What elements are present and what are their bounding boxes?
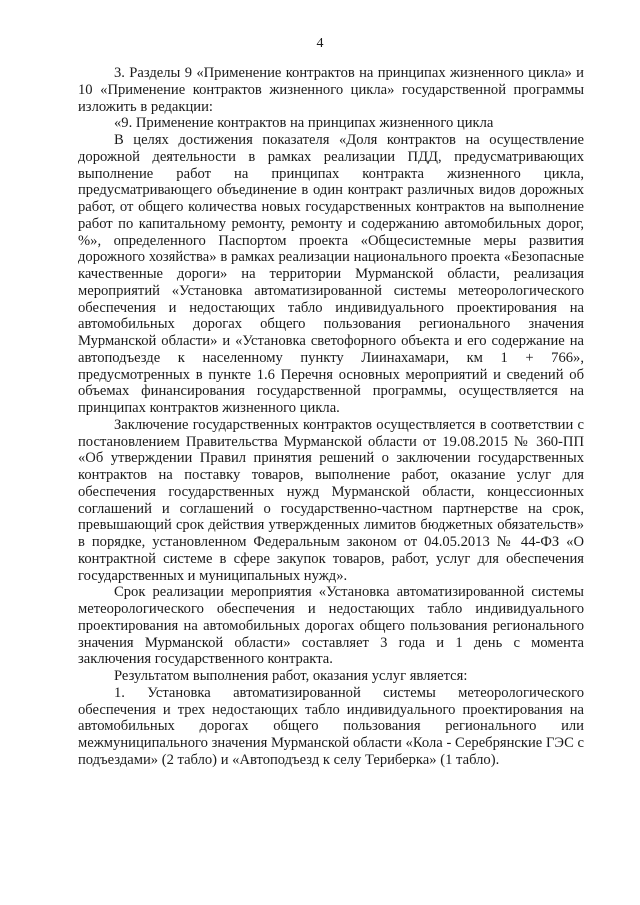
- page-number: 4: [316, 36, 324, 51]
- paragraph-amendment-intro: 3. Разделы 9 «Применение контрактов на принципах жизненного цикла» и 10 «Применение контрактов жизненного цикла» государственной программы изложить в редакции:: [78, 65, 584, 115]
- paragraph-indicator: В целях достижения показателя «Доля контрактов на осуществление дорожной деятельности в рамках реализации ПДД, предусматривающих выполнение работ на принципах контракта жизненного цикла, предусматривающего объединение в один контракт различных видов дорожных работ, от общего количества новых государственных контрактов на выполнение работ по капитальному ремонту, ремонту и содержанию автомобильных дорог, %», определенного Паспортом проекта «Общесистемные меры развития дорожного хозяйства» в рамках реализации национального проекта «Безопасные качественные дороги» на территории Мурманской области, реализация мероприятий «Установка автоматизированной системы метеорологического обеспечения и недостающих табло индивидуального проектирования на автомобильных дорогах общего пользования регионального значения Мурманской области» и «Установка светофорного объекта и его содержание на автоподъезде к населенному пункту Лиинахамари, км 1 + 766», предусмотренных в пункте 1.6 Перечня основных мероприятий и сведений об объемах финансирования государственной программы, осуществляется на принципах контрактов жизненного цикла.: [78, 132, 584, 416]
- document-body: [78, 65, 584, 769]
- paragraph-results-intro: Результатом выполнения работ, оказания услуг является:: [114, 668, 468, 684]
- section-heading: «9. Применение контрактов на принципах жизненного цикла: [114, 115, 494, 132]
- paragraph-term: Срок реализации мероприятия «Установка автоматизированной системы метеорологического обеспечения и недостающих табло индивидуального проектирования на автомобильных дорогах общего пользования регионального значения Мурманской области» составляет 3 года и 1 день с момента заключения государственного контракта.: [78, 584, 584, 668]
- paragraph-result-item-1: 1. Установка автоматизированной системы метеорологического обеспечения и трех недостающих табло индивидуального проектирования на автомобильных дорогах общего пользования регионального или межмуниципального значения Мурманской области «Кола - Серебрянские ГЭС с подъездами» (2 табло) и «Автоподъезд к селу Териберка» (1 табло).: [78, 684, 584, 768]
- paragraph-contracts: Заключение государственных контрактов осуществляется в соответствии с постановлением Правительства Мурманской области от 19.08.2015 № 360-ПП «Об утверждении Правил принятия решений о заключении государственных контрактов на поставку товаров, выполнение работ, оказание услуг для обеспечения государственных нужд Мурманской области, концессионных соглашений и соглашений о государственно-частном партнерстве на срок, превышающий срок действия утвержденных лимитов бюджетных обязательств» в порядке, установленном Федеральным законом от 04.05.2013 № 44-ФЗ «О контрактной системе в сфере закупок товаров, работ, услуг для обеспечения государственных и муниципальных нужд».: [78, 416, 584, 584]
